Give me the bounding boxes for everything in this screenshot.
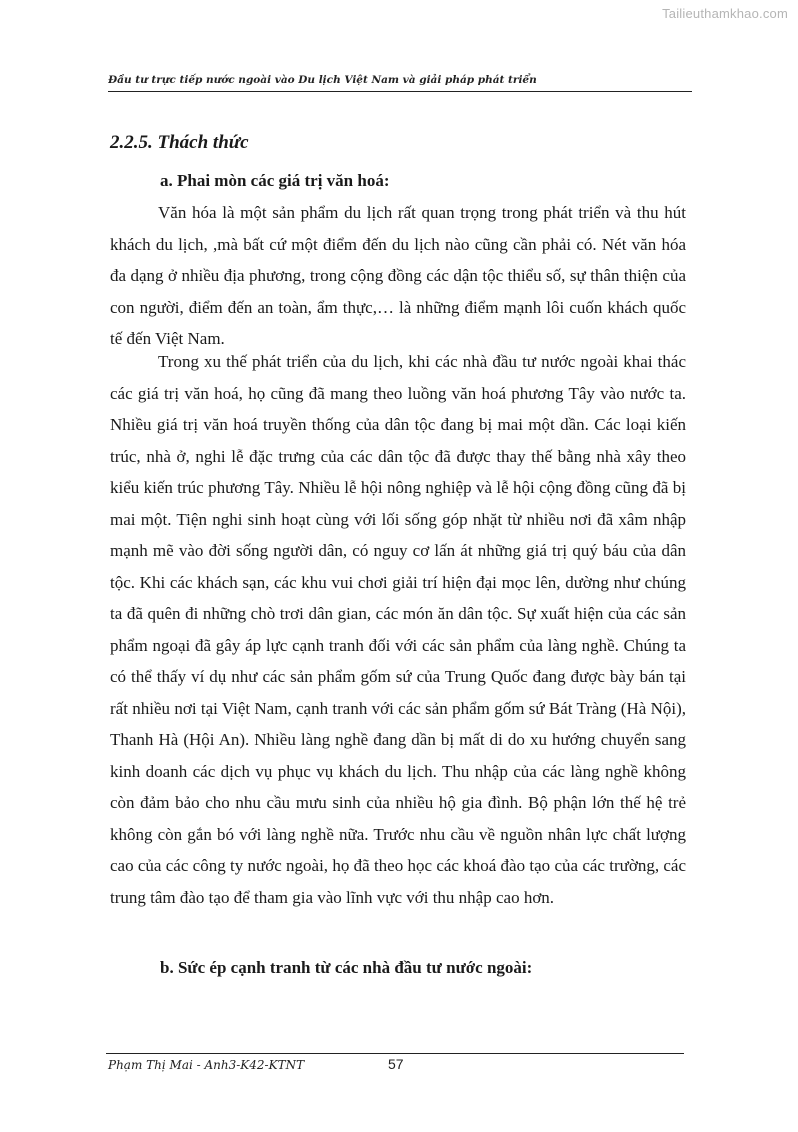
section-heading: 2.2.5. Thách thức (110, 132, 249, 153)
footer-author: Phạm Thị Mai - Anh3-K42-KTNT (108, 1058, 305, 1072)
page-number: 57 (388, 1056, 404, 1072)
body-paragraph-1: Văn hóa là một sản phẩm du lịch rất quan trọng trong phát triển và thu hút khách du lịch, ,mà bất cứ một điểm đến du lịch nào cũng cần phải có. Nét văn hóa đa dạng ở nhiều địa phương, trong cộng đồng các dận tộc thiểu số, sự thân thiện của con người, điểm đến an toàn, ẩm thực,… là những điểm mạnh lôi cuốn khách quốc tế đến Việt Nam. (110, 203, 686, 348)
subsection-b-heading: b. Sức ép cạnh tranh từ các nhà đầu tư nước ngoài: (160, 958, 533, 977)
running-header: Đầu tư trực tiếp nước ngoài vào Du lịch Việt Nam và giải pháp phát triển (108, 74, 537, 86)
subsection-a-heading: a. Phai mòn các giá trị văn hoá: (160, 171, 390, 190)
header-divider (108, 91, 692, 92)
watermark-text: Tailieuthamkhao.com (662, 6, 788, 21)
body-paragraph-2: Trong xu thế phát triển của du lịch, khi các nhà đầu tư nước ngoài khai thác các giá trị văn hoá, họ cũng đã mang theo luồng văn hoá phương Tây vào nước ta. Nhiều giá trị văn hoá truyền thống của dân tộc đang bị mai một dần. Các loại kiến trúc, nhà ở, nghi lễ đặc trưng của các dân tộc đã được thay thế bằng nhà xây theo kiểu kiến trúc phương Tây. Nhiều lễ hội nông nghiệp và lễ hội cộng đồng cũng đã bị mai một. Tiện nghi sinh hoạt cùng với lối sống góp nhặt từ nhiều nơi đã xâm nhập mạnh mẽ vào đời sống người dân, có nguy cơ lấn át những giá trị quý báu của dân tộc. Khi các khách sạn, các khu vui chơi giải trí hiện đại mọc lên, dường như chúng ta đã quên đi những chò trơi dân gian, các món ăn dân tộc. Sự xuất hiện của các sản phẩm ngoại đã gây áp lực cạnh tranh đối với các sản phẩm của làng nghề. Chúng ta có thể thấy ví dụ như các sản phẩm gốm sứ của Trung Quốc đang được bày bán tại rất nhiều nơi tại Việt Nam, cạnh tranh với các sản phẩm gốm sứ Bát Tràng (Hà Nội), Thanh Hà (Hội An). Nhiều làng nghề đang dần bị mất di do xu hướng chuyển sang kinh doanh các dịch vụ phục vụ khách du lịch. Thu nhập của các làng nghề không còn đảm bảo cho nhu cầu mưu sinh của nhiều hộ gia đình. Bộ phận lớn thế hệ trẻ không còn gắn bó với làng nghề nữa. Trước nhu cầu về nguồn nhân lực chất lượng cao của các công ty nước ngoài, họ đã theo học các khoá đào tạo của các trường, các trung tâm đào tạo để tham gia vào lĩnh vực với thu nhập cao hơn. (110, 352, 686, 907)
footer-divider (106, 1053, 684, 1054)
